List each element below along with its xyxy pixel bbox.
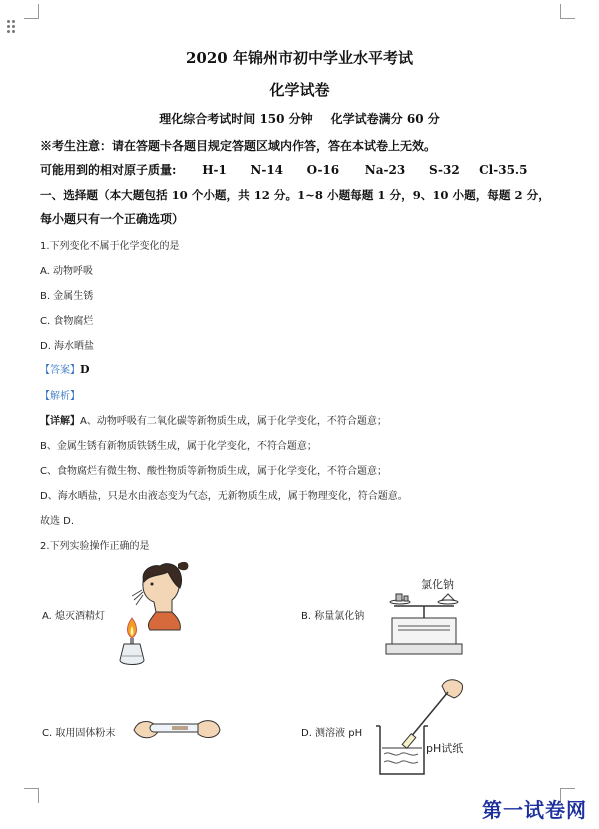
atomic-mass-item: S-32 [428, 163, 460, 177]
q2-option-d: D. 测溶液 pH [301, 728, 363, 739]
atomic-mass-item: Cl-35.5 [479, 163, 528, 177]
exam-subtitle: 化学试卷 [269, 81, 330, 99]
q2-option-a: A. 熄灭酒精灯 [42, 611, 106, 622]
answer-value: D [80, 363, 90, 376]
atomic-mass-line [40, 161, 527, 178]
answer-tag: 【答案】 [40, 365, 80, 376]
q1-detail-c: C、食物腐烂有微生物、酸性物质等新物质生成，属于化学变化，不符合题意； [40, 466, 387, 477]
powder-transfer-figure [132, 710, 222, 746]
exam-info [0, 110, 599, 127]
drag-handle-icon[interactable] [7, 20, 17, 34]
q1-answer [40, 361, 90, 376]
crop-mark-bottom-left [24, 788, 39, 803]
exam-title: 2020 年锦州市初中学业水平考试 [186, 49, 413, 67]
crop-mark-top-right [560, 4, 575, 19]
atomic-mass-item: H-1 [202, 163, 227, 177]
q1-option-c: C. 食物腐烂 [40, 316, 94, 327]
crop-mark-top-left [24, 4, 39, 19]
section-heading-line1: 一、选择题（本大题包括 10 个小题，共 12 分。1~8 小题每题 1 分，9、10 小题，每题 2 分， [40, 188, 550, 202]
time-info: 理化综合考试时间 150 分钟 [159, 112, 313, 126]
atomic-mass-item: N-14 [250, 163, 284, 177]
q1-option-d: D. 海水晒盐 [40, 341, 95, 352]
q2-stem: 2.下列实验操作正确的是 [40, 541, 150, 552]
ph-paper-label: pH试纸 [426, 742, 464, 755]
q2-option-b: B. 称量氯化钠 [301, 611, 365, 622]
q1-detail-b: B、金属生锈有新物质铁锈生成，属于化学变化，不符合题意； [40, 441, 317, 452]
atomic-mass-item: O-16 [306, 163, 340, 177]
site-watermark: 第一试卷网 [482, 798, 587, 822]
q2-option-c: C. 取用固体粉末 [42, 728, 116, 739]
blow-out-alcohol-lamp-figure [110, 560, 200, 672]
score-info: 化学试卷满分 60 分 [330, 112, 440, 126]
atomic-mass-label: 可能用到的相对原子质量: [40, 163, 177, 177]
q1-stem: 1.下列变化不属于化学变化的是 [40, 241, 180, 252]
section-heading-line2: 每小题只有一个正确选项） [40, 212, 185, 226]
q1-detail-d: D、海水晒盐，只是水由液态变为气态，无新物质生成，属于物理变化，符合题意。 [40, 491, 408, 502]
nacl-figure-label: 氯化钠 [421, 578, 454, 591]
q1-detail-a: 【详解】A、动物呼吸有二氧化碳等新物质生成，属于化学变化，不符合题意； [40, 416, 387, 427]
ph-test-figure [372, 676, 472, 780]
analysis-tag: 【解析】 [40, 391, 80, 402]
q1-option-b: B. 金属生锈 [40, 291, 94, 302]
detail-tag: 【详解】 [40, 416, 80, 427]
notice: ※考生注意：请在答题卡各题目规定答题区域内作答，答在本试卷上无效。 [40, 139, 437, 153]
atomic-mass-item: Na-23 [364, 163, 406, 177]
q1-conclusion: 故选 D. [40, 516, 75, 527]
q1-option-a: A. 动物呼吸 [40, 266, 94, 277]
